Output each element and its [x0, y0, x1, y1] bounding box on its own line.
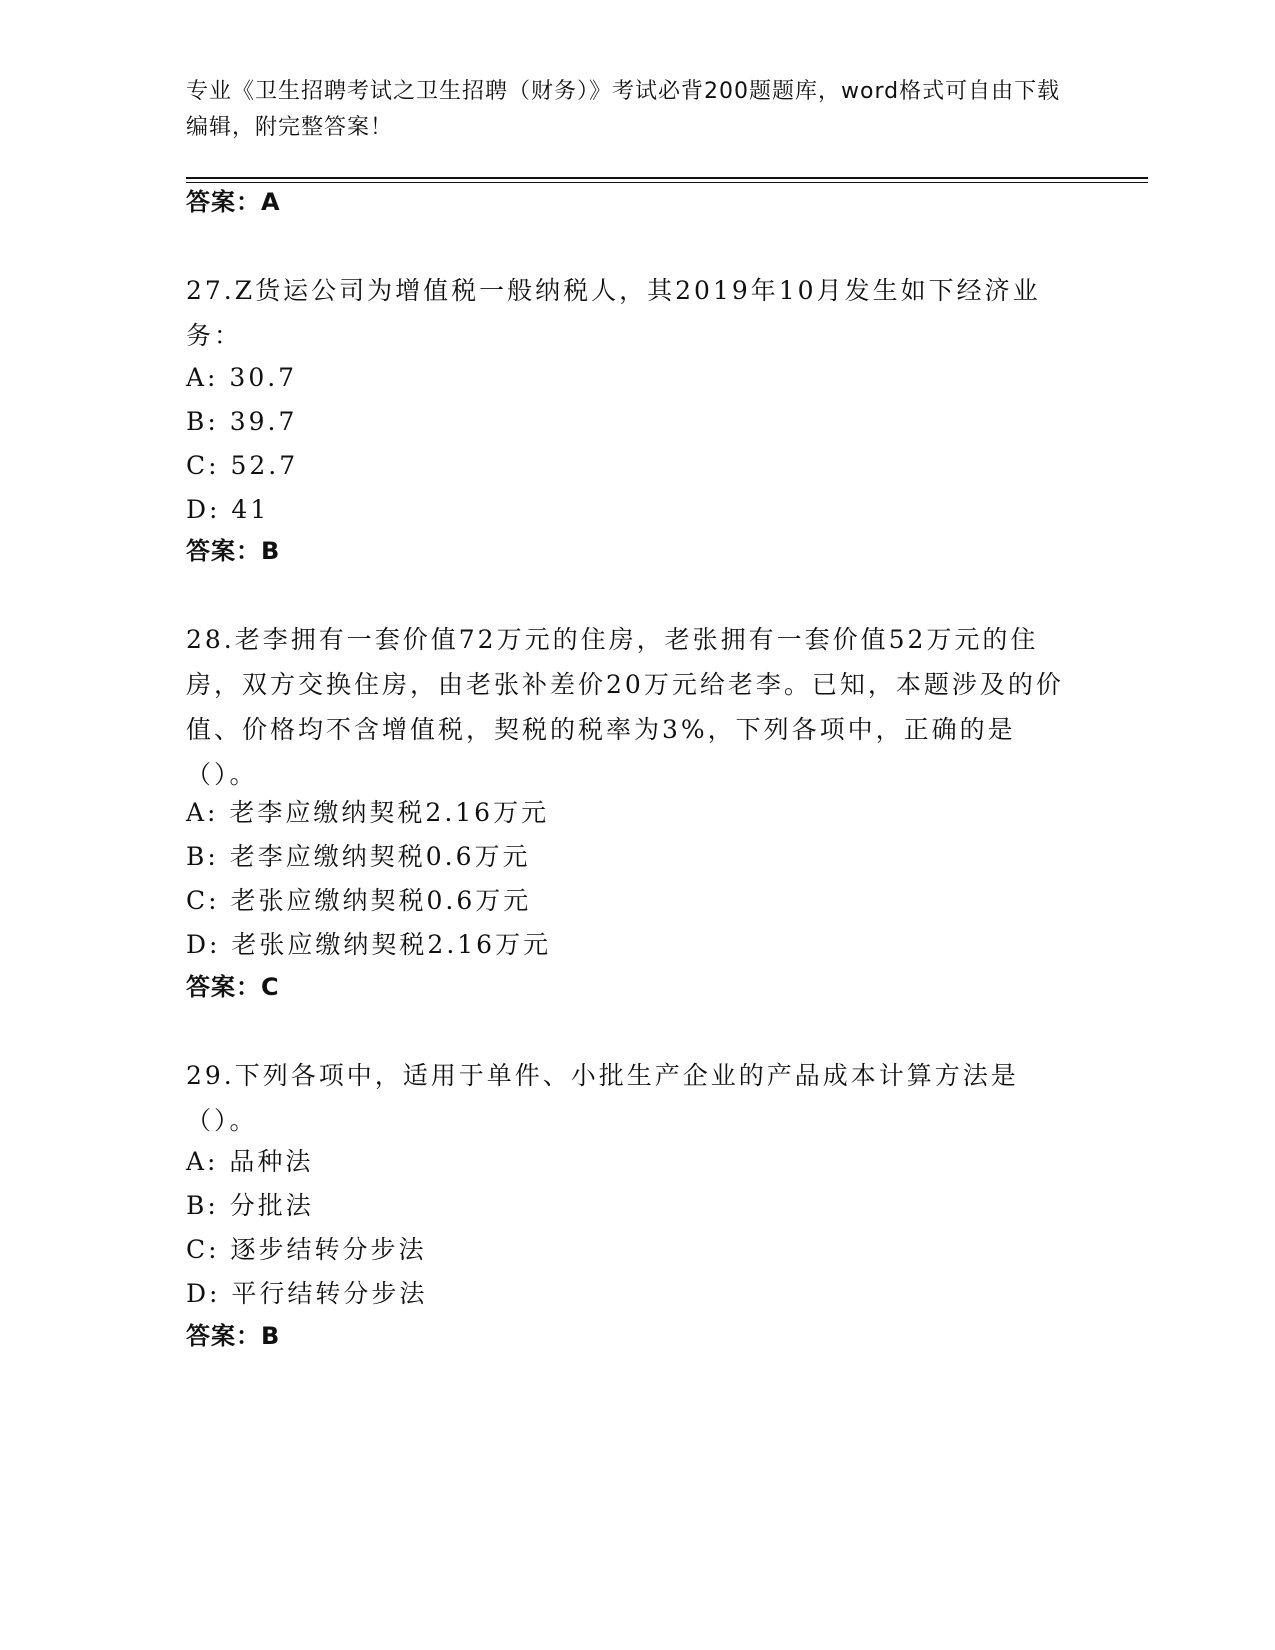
- option-c: C: 逐步结转分步法: [186, 1235, 427, 1264]
- option-d: D: 41: [186, 495, 270, 524]
- option-b: B: 老李应缴纳契税0.6万元: [186, 842, 531, 871]
- option-a: A: 品种法: [186, 1147, 314, 1176]
- answer-line: 答案：C: [186, 973, 280, 1001]
- option-a: A: 30.7: [186, 363, 298, 392]
- option-b: B: 分批法: [186, 1191, 314, 1220]
- option-d: D: 老张应缴纳契税2.16万元: [186, 930, 552, 959]
- option-d: D: 平行结转分步法: [186, 1279, 428, 1308]
- header-divider: [186, 177, 1148, 179]
- question-stem: 29.下列各项中，适用于单件、小批生产企业的产品成本计算方法是（）。: [186, 1061, 1019, 1135]
- answer-line: 答案：B: [186, 1322, 281, 1350]
- option-c: C: 老张应缴纳契税0.6万元: [186, 886, 532, 915]
- page-header-text: 专业《卫生招聘考试之卫生招聘（财务）》考试必背200题题库，word格式可自由下载编辑，附完整答案！: [186, 79, 1061, 140]
- answer-line: 答案：B: [186, 537, 281, 565]
- question-stem: 27.Z货运公司为增值税一般纳税人，其2019年10月发生如下经济业务：: [186, 276, 1041, 350]
- header-divider-thin: [186, 182, 1148, 183]
- option-a: A: 老李应缴纳契税2.16万元: [186, 798, 550, 827]
- question-stem: 28.老李拥有一套价值72万元的住房，老张拥有一套价值52万元的住房，双方交换住房，由老张补差价20万元给老李。已知，本题涉及的价值、价格均不含增值税，契税的税率为3%，下列各项中，正确的是（）。: [186, 625, 1064, 789]
- option-b: B: 39.7: [186, 407, 298, 436]
- answer-line: 答案：A: [186, 188, 281, 216]
- option-c: C: 52.7: [186, 451, 299, 480]
